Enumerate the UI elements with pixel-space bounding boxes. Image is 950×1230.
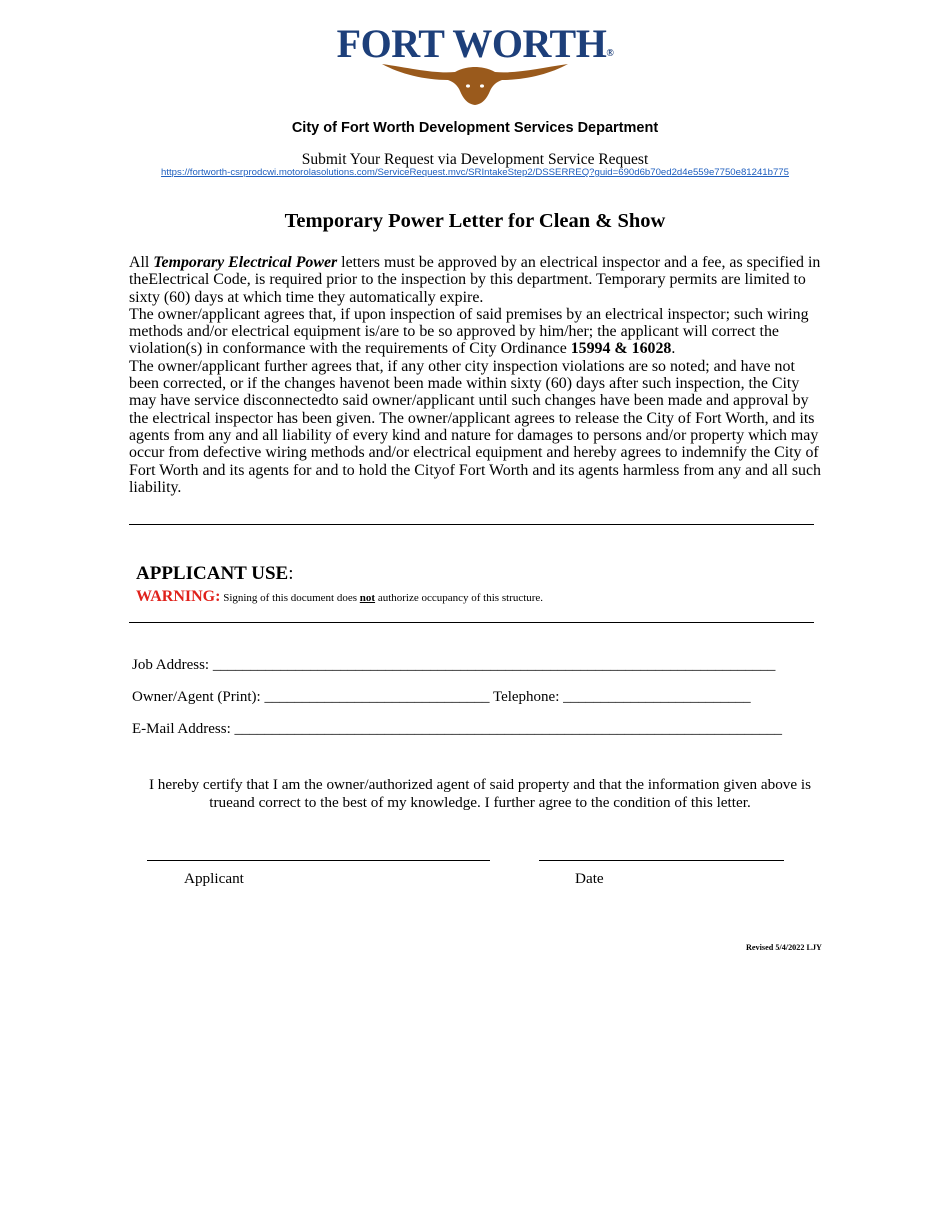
applicant-use-heading [136, 563, 294, 585]
owner-agent-line[interactable]: ______________________________ [264, 689, 490, 705]
paragraph-violations: The owner/applicant further agrees that, if any other city inspection violations are so noted; and have not been corrected, or if the changes havenot been made within sixty (60) days after such inspection, the City may have service disconnectedto said owner/applicant until such changes have been made and approval by the electrical inspector has been given. [129, 357, 809, 427]
owner-agent-label: Owner/Agent (Print): [132, 689, 265, 705]
paragraph-liability: The owner/applicant agrees to release the City of Fort Worth, and its agents from any and all liability of every kind and nature for damages to persons and/or property which may occur from defective wiring methods and/or electrical equipment and hereby agrees to indemnify the City of Fort Worth and its agents for and to hold the Cityof Fort Worth and its agents harmless from any and all such liability. [129, 409, 821, 496]
paragraph-fee [129, 254, 824, 306]
email-label: E-Mail Address: [132, 721, 235, 737]
telephone-label: Telephone: [489, 689, 564, 705]
applicant-divider [129, 622, 814, 623]
warning-not: not [359, 592, 376, 604]
email-field[interactable] [132, 721, 782, 738]
job-address-label: Job Address: [132, 657, 213, 673]
job-address-line[interactable]: ___________________________________________________________________________ [212, 657, 776, 673]
p2-text: The owner/applicant agrees that, if upon inspection of said premises by an electrical inspector; such wiring methods and/or electrical equipment is/are to be so approved by him/her; the applicant will correct the violation(s) in conformance with the requirements of City Ordinance [129, 305, 809, 358]
section-divider [129, 524, 814, 525]
p2-end: . [671, 340, 676, 358]
registered-mark: ® [606, 48, 614, 59]
heading-colon: : [288, 563, 294, 584]
p1-lead: All [129, 254, 154, 271]
warning-text-pre: Signing of this document does [220, 592, 360, 604]
temporary-power-emphasis: Temporary Electrical Power [153, 254, 338, 271]
telephone-line[interactable]: _________________________ [563, 689, 751, 705]
terms-body [129, 254, 824, 496]
owner-agent-row [132, 689, 751, 706]
ordinance-numbers: 15994 & 16028 [570, 340, 672, 358]
warning-label: WARNING: [136, 588, 221, 605]
applicant-use-label: APPLICANT USE [136, 563, 289, 584]
applicant-signature-label: Applicant [184, 870, 244, 887]
revision-note: Revised 5/4/2022 LJY [746, 943, 822, 952]
warning-text-post: authorize occupancy of this structure. [375, 592, 544, 604]
certification-statement: I hereby certify that I am the owner/authorized agent of said property and that the information given above is trueand correct to the best of my knowledge. I further agree to the condition of this letter. [148, 776, 812, 811]
date-signature-label: Date [575, 870, 604, 887]
submit-instruction: Submit Your Request via Development Service Request [301, 151, 649, 168]
paragraph-inspection [129, 306, 824, 358]
logo-wordmark: FORT WORTH [336, 21, 607, 66]
department-name: City of Fort Worth Development Services Department [291, 120, 659, 136]
service-request-link[interactable]: https://fortworth-csrprodcwi.motorolasolutions.com/ServiceRequest.mvc/SRIntakeStep2/DSSERREQ?guid=690d6b70ed2d4e559e7750e81241b775 [161, 167, 789, 178]
p1-rest: letters must be approved by an electrical inspector and a fee, as specified in theElectrical Code, is required prior to the inspection by this department. Temporary permits are limited to sixty (60) days at which time they automatically expire. [129, 254, 821, 306]
occupancy-warning [136, 588, 543, 606]
email-line[interactable]: _________________________________________________________________________ [234, 721, 782, 737]
document-title: Temporary Power Letter for Clean & Show [284, 210, 666, 232]
applicant-signature-line[interactable] [147, 860, 490, 861]
date-signature-line[interactable] [539, 860, 784, 861]
longhorn-logo-icon [380, 58, 570, 108]
job-address-field[interactable] [132, 657, 775, 674]
